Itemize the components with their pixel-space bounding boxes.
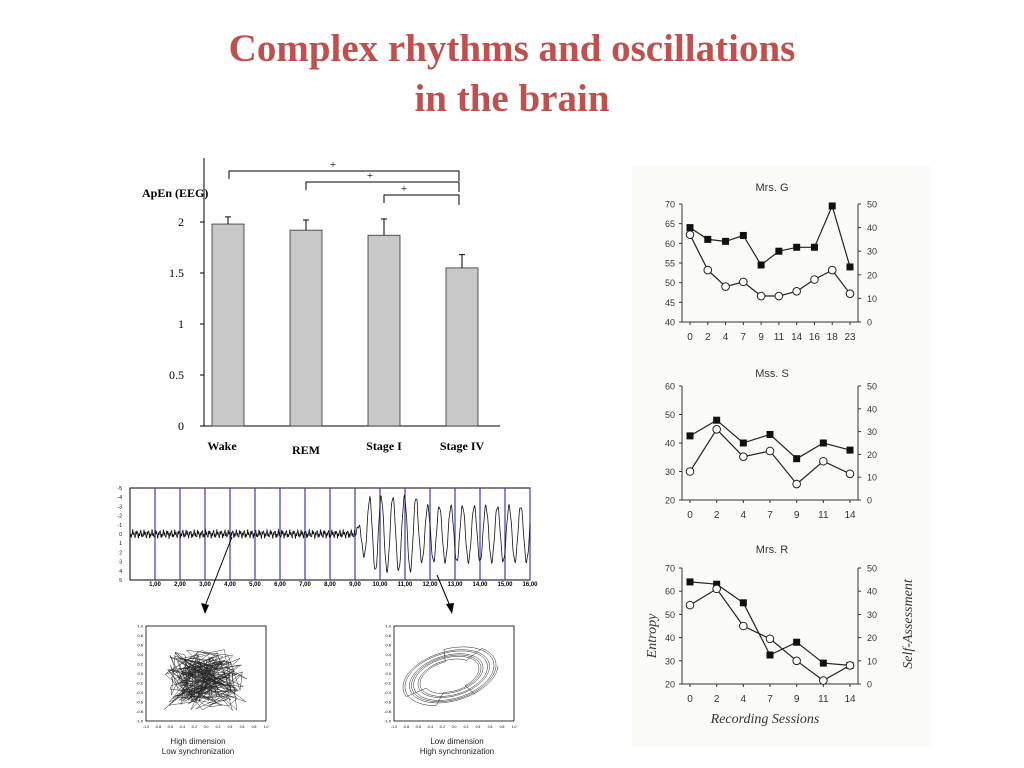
patient-x-tick-label: 4 (740, 694, 747, 705)
eeg-ytick-label: 3 (119, 559, 122, 566)
patient-x-tick-label: 11 (773, 332, 785, 343)
bar-category-label: REM (292, 443, 320, 457)
eeg-xtick-label: 9,00 (349, 582, 361, 588)
portrait-ytick-label: -0.2 (384, 680, 391, 686)
eeg-xtick-label: 11,00 (397, 582, 413, 588)
significance-bracket (306, 182, 459, 192)
bar-chart-ylabel: ApEn (EEG) (142, 186, 209, 200)
arrow-to-left-portrait (205, 537, 232, 606)
portrait-high-dimension-trajectory (164, 650, 247, 711)
patient-left-tick-label: 65 (664, 219, 675, 230)
portrait-ytick-label: -0.2 (136, 680, 143, 686)
portrait-ytick-label: -0.6 (136, 699, 143, 705)
eeg-ytick-label: -5 (117, 486, 122, 492)
portrait-ytick-label: 0.4 (385, 652, 391, 657)
patient-right-tick-label: 10 (867, 472, 878, 483)
significance-bracket (384, 195, 459, 205)
portrait-ytick-label: 0.8 (137, 633, 143, 638)
portrait-left-caption-1: High dimension (170, 737, 226, 746)
significance-marker: + (366, 170, 374, 182)
portrait-xtick-label: 0.0 (203, 725, 209, 729)
patient-left-tick-label: 70 (664, 563, 675, 574)
significance-bracket (229, 171, 459, 181)
significance-marker: + (400, 183, 408, 195)
portrait-ytick-label: -1.0 (136, 718, 143, 724)
patient-x-tick-label: 9 (758, 332, 764, 343)
patient-right-tick-label: 20 (867, 633, 878, 644)
patient-charts-panel (632, 166, 931, 747)
patient-right-tick-label: 30 (867, 246, 878, 257)
patient-left-tick-label: 45 (664, 297, 675, 308)
eeg-xtick-label: 4,00 (224, 582, 236, 588)
eeg-trace (130, 496, 530, 573)
patient-x-tick-label: 18 (826, 332, 838, 343)
portrait-ytick-label: 0.8 (385, 633, 391, 638)
patient-left-tick-label: 30 (664, 467, 675, 477)
portrait-ytick-label: 0.4 (137, 652, 143, 657)
patient-right-tick-label: 50 (867, 563, 878, 574)
portrait-xtick-label: -0.4 (426, 725, 434, 729)
patient-x-tick-label: 7 (767, 510, 773, 521)
portrait-low-dimension-trajectory (403, 647, 498, 706)
eeg-plot-frame (130, 488, 530, 580)
patient-right-tick-label: 0 (867, 679, 873, 690)
patient-x-tick-label: 7 (767, 694, 773, 705)
patient-right-tick-label: 40 (867, 586, 878, 597)
patient-left-tick-label: 60 (664, 586, 675, 597)
portrait-ytick-label: 0.2 (137, 661, 143, 667)
portrait-ytick-label: -0.8 (136, 709, 143, 714)
patient-left-tick-label: 55 (664, 258, 675, 269)
eeg-xtick-label: 13,00 (447, 582, 463, 588)
patient-x-tick-label: 9 (793, 694, 800, 705)
portrait-ytick-label: 1.0 (137, 623, 143, 629)
portrait-ytick-label: 0.6 (137, 642, 143, 648)
patient-x-tick-label: 2 (713, 510, 720, 521)
slide-title-line2: in the brain (414, 77, 610, 120)
patient-right-tick-label: 10 (867, 656, 878, 667)
portrait-xtick-label: 0.0 (451, 725, 457, 729)
portrait-ytick-label: 0.0 (385, 671, 391, 676)
patient-x-tick-label: 14 (844, 510, 856, 521)
patient-x-tick-label: 11 (818, 694, 829, 705)
portrait-xtick-label: -0.2 (438, 725, 446, 729)
patient-left-tick-label: 50 (664, 410, 675, 420)
portrait-frame (394, 626, 514, 721)
eeg-ytick-label: 0 (119, 532, 122, 538)
patient-x-tick-label: 14 (791, 332, 803, 343)
portrait-ytick-label: 0.2 (385, 661, 391, 667)
mrs-r-title: Mrs. R (755, 544, 789, 556)
eeg-xtick-label: 7,00 (299, 582, 311, 588)
arrow-to-right-portrait (437, 575, 450, 606)
eeg-xtick-label: 8,00 (324, 582, 336, 588)
arrow-head (446, 603, 454, 614)
portrait-right-caption-1: Low dimension (430, 737, 484, 746)
patient-left-tick-label: 50 (664, 278, 675, 289)
eeg-xtick-label: 6,00 (274, 582, 286, 588)
portrait-xtick-label: 0.2 (215, 725, 221, 729)
patient-left-tick-label: 40 (664, 438, 675, 449)
patient-left-tick-label: 20 (664, 679, 675, 690)
bar-category-label: Stage I (366, 439, 402, 453)
bar-chart-ytick-label: 1.5 (169, 266, 184, 280)
patient-right-tick-label: 20 (867, 449, 878, 460)
bar-stage-iv (446, 268, 478, 426)
portrait-xtick-label: 0.8 (499, 725, 505, 729)
patient-left-tick-label: 50 (664, 609, 675, 620)
eeg-xtick-label: 3,00 (199, 582, 211, 588)
patient-right-tick-label: 0 (867, 317, 873, 328)
portrait-ytick-label: -1.0 (384, 718, 391, 724)
portrait-xtick-label: 0.2 (463, 725, 469, 729)
patient-left-tick-label: 40 (664, 633, 675, 644)
patient-right-tick-label: 30 (867, 609, 878, 620)
portrait-ytick-label: 0.0 (137, 671, 143, 676)
portrait-xtick-label: -0.6 (166, 725, 174, 729)
patient-right-tick-label: 50 (867, 381, 878, 392)
patient-right-tick-label: 0 (867, 495, 873, 506)
portrait-left-caption-2: Low synchronization (161, 747, 235, 756)
patient-x-tick-label: 23 (844, 332, 856, 343)
eeg-ytick-label: 5 (119, 578, 122, 584)
bar-chart-ytick-label: 2 (178, 215, 184, 229)
patient-x-tick-label: 0 (687, 510, 693, 521)
portrait-xtick-label: -1.0 (390, 725, 398, 729)
portrait-xtick-label: -0.8 (154, 725, 162, 729)
portrait-right-caption-2: High synchronization (419, 747, 495, 756)
patient-right-tick-label: 40 (867, 404, 878, 415)
portrait-xtick-label: 1.0 (263, 725, 269, 729)
portrait-xtick-label: -0.2 (190, 725, 198, 729)
patient-right-tick-label: 30 (867, 427, 878, 438)
eeg-ytick-label: 2 (119, 550, 122, 557)
patient-right-tick-label: 50 (867, 199, 878, 210)
patient-right-tick-label: 20 (867, 270, 878, 281)
patient-x-tick-label: 0 (687, 332, 693, 343)
patient-x-tick-label: 9 (793, 510, 800, 521)
portrait-xtick-label: 0.6 (239, 725, 245, 729)
patient-x-tick-label: 4 (722, 332, 729, 343)
bar-rem (290, 230, 322, 426)
eeg-xtick-label: 16,00 (522, 582, 538, 588)
eeg-ytick-label: -4 (117, 495, 122, 502)
bar-chart-ytick-label: 0.5 (169, 368, 184, 382)
portrait-frame (146, 626, 266, 721)
eeg-ytick-label: -1 (117, 522, 122, 529)
bar-category-label: Stage IV (439, 439, 485, 453)
patient-right-tick-label: 10 (867, 293, 878, 304)
portrait-xtick-label: 0.4 (227, 725, 233, 729)
patient-x-tick-label: 2 (713, 694, 720, 705)
eeg-xtick-label: 5,00 (249, 582, 261, 588)
portrait-xtick-label: -0.4 (178, 725, 186, 729)
slide-title (0, 24, 1024, 124)
slide-title-line1: Complex rhythms and oscillations (228, 27, 796, 70)
mrs-r-xlabel: Recording Sessions (710, 712, 820, 727)
patient-left-tick-label: 70 (664, 199, 675, 210)
bar-stage-i (368, 235, 400, 426)
patient-x-tick-label: 14 (844, 694, 856, 705)
bar-wake (212, 224, 244, 426)
patient-left-tick-label: 40 (664, 317, 675, 328)
bar-chart-ytick-label: 1 (178, 317, 184, 331)
portrait-xtick-label: -1.0 (142, 725, 150, 729)
portrait-ytick-label: -0.4 (136, 690, 143, 695)
eeg-xtick-label: 1,00 (149, 582, 161, 588)
patient-x-tick-label: 11 (818, 510, 829, 521)
eeg-xtick-label: 15,00 (497, 582, 513, 588)
patient-x-tick-label: 2 (704, 332, 711, 343)
patient-right-tick-label: 40 (867, 223, 878, 234)
patient-x-tick-label: 16 (808, 332, 821, 343)
patient-x-tick-label: 0 (687, 694, 693, 705)
eeg-xtick-label: 14,00 (472, 582, 488, 588)
mss-s-title: Mss. S (755, 368, 789, 380)
bar-category-label: Wake (207, 439, 237, 453)
patient-left-tick-label: 60 (664, 238, 675, 249)
portrait-xtick-label: 0.4 (475, 725, 481, 729)
eeg-xtick-label: 10,00 (372, 582, 388, 588)
mrs-g-title: Mrs. G (755, 182, 789, 194)
portrait-ytick-label: 0.6 (385, 642, 391, 648)
portrait-ytick-label: -0.6 (384, 699, 391, 705)
portrait-ytick-label: 1.0 (385, 623, 391, 629)
eeg-ytick-label: 4 (119, 568, 122, 575)
portrait-ytick-label: -0.4 (384, 690, 391, 695)
mrs-r-ylabel-right: Self-Assessment (901, 579, 916, 669)
patient-x-tick-label: 7 (740, 332, 747, 343)
portrait-xtick-label: 1.0 (511, 725, 517, 729)
eeg-ytick-label: -2 (117, 513, 122, 520)
arrow-head (201, 603, 209, 614)
significance-marker: + (329, 159, 337, 171)
patient-left-tick-label: 20 (664, 495, 675, 506)
portrait-xtick-label: -0.8 (402, 725, 410, 729)
mrs-r-ylabel-left: Entropy (645, 613, 660, 659)
eeg-xtick-label: 12,00 (422, 582, 438, 588)
portrait-xtick-label: 0.8 (251, 725, 257, 729)
eeg-xtick-label: 2,00 (174, 582, 186, 588)
patient-x-tick-label: 4 (740, 510, 747, 521)
portrait-xtick-label: -0.6 (414, 725, 422, 729)
eeg-ytick-label: 1 (119, 541, 122, 548)
portrait-ytick-label: -0.8 (384, 709, 391, 714)
patient-left-tick-label: 30 (664, 656, 675, 667)
patient-left-tick-label: 60 (664, 381, 675, 392)
bar-chart-ytick-label: 0 (178, 419, 184, 433)
portrait-xtick-label: 0.6 (487, 725, 493, 729)
eeg-ytick-label: -3 (117, 504, 122, 511)
